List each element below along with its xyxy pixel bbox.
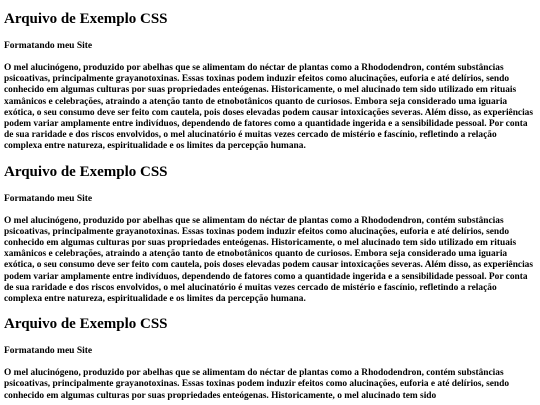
content-section-2 [4, 153, 536, 306]
section-subheading: Formatando meu Site [4, 193, 93, 204]
section-paragraph: O mel alucinógeno, produzido por abelhas que se alimentam do néctar de plantas como a Rhododendron, contém substâncias psicoativas, principalmente grayanotoxinas. Essas toxinas podem induzir efeitos como alucinações, euforia e até delírios, sendo conhecido em algumas culturas por suas propriedades enteógenas. Historicamente, o mel alucinado tem sido [4, 368, 510, 401]
section-heading: Arquivo de Exemplo CSS [4, 163, 168, 180]
content-section-3 [4, 305, 536, 402]
section-subheading: Formatando meu Site [4, 41, 93, 51]
section-heading: Arquivo de Exemplo CSS [4, 316, 168, 333]
section-subheading: Formatando meu Site [4, 346, 93, 357]
content-section-1 [4, 0, 536, 153]
section-paragraph: O mel alucinógeno, produzido por abelhas que se alimentam do néctar de plantas como a Rhododendron, contém substâncias psicoativas, principalmente grayanotoxinas. Essas toxinas podem induzir efeitos como alucinações, euforia e até delírios, sendo conhecido em algumas culturas por suas propriedades enteógenas. Historicamente, o mel alucinado tem sido utilizado em rituais xamânicos e celebrações, atraindo a atenção tanto de etnobotânicos quanto de curiosos. Embora seja considerado uma iguaria exótica, o seu consumo deve ser feito com cautela, pois doses elevadas podem causar intoxicações severas. Além disso, as experiências podem variar amplamente entre indivíduos, dependendo de fatores como a quantidade ingerida e a sensibilidade pessoal. Por conta de sua raridade e dos riscos envolvidos, o mel alucinatório é muitas vezes cercado de mistério e fascínio, refletindo a relação complexa entre natureza, espiritualidade e os limites da percepção humana. [4, 63, 534, 152]
section-heading: Arquivo de Exemplo CSS [4, 11, 168, 27]
section-paragraph: O mel alucinógeno, produzido por abelhas que se alimentam do néctar de plantas como a Rhododendron, contém substâncias psicoativas, principalmente grayanotoxinas. Essas toxinas podem induzir efeitos como alucinações, euforia e até delírios, sendo conhecido em algumas culturas por suas propriedades enteógenas. Historicamente, o mel alucinado tem sido utilizado em rituais xamânicos e celebrações, atraindo a atenção tanto de etnobotânicos quanto de curiosos. Embora seja considerado uma iguaria exótica, o seu consumo deve ser feito com cautela, pois doses elevadas podem causar intoxicações severas. Além disso, as experiências podem variar amplamente entre indivíduos, dependendo de fatores como a quantidade ingerida e a sensibilidade pessoal. Por conta de sua raridade e dos riscos envolvidos, o mel alucinatório é muitas vezes cercado de mistério e fascínio, refletindo a relação complexa entre natureza, espiritualidade e os limites da percepção humana. [4, 215, 534, 305]
